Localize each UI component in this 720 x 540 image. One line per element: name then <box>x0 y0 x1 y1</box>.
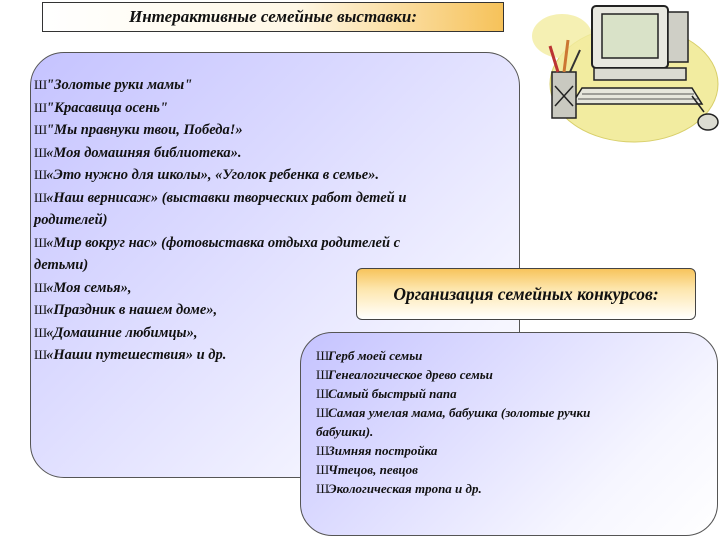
list-item-text: «Праздник в нашем доме», <box>46 302 218 318</box>
bullet-icon: Ш <box>316 386 329 401</box>
list-item <box>34 97 464 120</box>
list-item-text: «Мир вокруг нас» (фотовыставка отдыха родителей с <box>46 234 401 251</box>
list-item-text: «Моя семья», <box>46 279 132 296</box>
bullet-icon: Ш <box>34 99 47 115</box>
list-item <box>316 460 706 479</box>
list-item-text: "Красавица осень" <box>46 99 168 116</box>
computer-icon <box>522 0 720 150</box>
list-item-text: Герб моей семьи <box>328 348 423 363</box>
list-item <box>34 142 464 165</box>
bullet-icon: Ш <box>316 405 329 420</box>
bullet-icon: Ш <box>34 189 47 205</box>
bullet-icon: Ш <box>316 443 329 458</box>
list-item <box>316 403 706 422</box>
list-item <box>34 74 464 97</box>
bullet-icon: Ш <box>34 144 47 160</box>
list-item-text: Самый быстрый папа <box>328 386 457 401</box>
list-item <box>34 209 464 232</box>
list-item-text: «Моя домашняя библиотека». <box>46 144 242 161</box>
bullet-icon: Ш <box>316 367 329 382</box>
list-item-text: Зимняя постройка <box>328 443 438 458</box>
contests-list <box>316 346 706 498</box>
list-item <box>34 232 464 255</box>
list-item-text: «Это нужно для школы», «Уголок ребенка в семье». <box>46 167 380 183</box>
list-item <box>316 365 706 384</box>
list-item-text: родителей) <box>34 212 108 228</box>
bullet-icon: Ш <box>34 279 47 295</box>
list-item-text: "Золотые руки мамы" <box>46 77 193 93</box>
list-item <box>316 422 706 441</box>
bullet-icon: Ш <box>316 348 329 363</box>
list-item <box>316 384 706 403</box>
bullet-icon: Ш <box>316 462 329 477</box>
bullet-icon: Ш <box>34 122 47 137</box>
list-item <box>316 479 706 498</box>
contests-title: Организация семейных конкурсов: <box>393 283 659 304</box>
bullet-icon: Ш <box>34 324 47 340</box>
list-item-text: «Наши путешествия» и др. <box>46 347 227 363</box>
list-item-text: Экологическая тропа и др. <box>328 481 482 496</box>
bullet-icon: Ш <box>34 234 47 250</box>
bullet-icon: Ш <box>34 347 47 362</box>
list-item-text: Чтецов, певцов <box>328 462 418 477</box>
list-item-text: Генеалогическое древо семьи <box>328 367 493 382</box>
page-title: Интерактивные семейные выставки: <box>128 7 417 26</box>
bullet-icon: Ш <box>34 167 47 182</box>
list-item-text: "Мы правнуки твои, Победа!» <box>46 122 243 138</box>
list-item <box>316 441 706 460</box>
list-item-text: Самая умелая мама, бабушка (золотые ручки <box>328 405 591 420</box>
list-item-text: бабушки). <box>316 424 374 439</box>
list-item <box>34 119 464 142</box>
list-item-text: «Наш вернисаж» (выставки творческих работ детей и <box>46 189 407 206</box>
exhibitions-list <box>34 74 464 367</box>
contests-title-box <box>356 268 696 320</box>
bullet-icon: Ш <box>34 77 47 92</box>
list-item <box>316 346 706 365</box>
list-item-text: детьми) <box>34 257 89 273</box>
list-item <box>34 164 464 187</box>
page-title-box <box>42 2 504 32</box>
bullet-icon: Ш <box>34 302 47 317</box>
list-item <box>34 187 464 210</box>
list-item-text: «Домашние любимцы», <box>46 324 198 341</box>
bullet-icon: Ш <box>316 481 329 496</box>
